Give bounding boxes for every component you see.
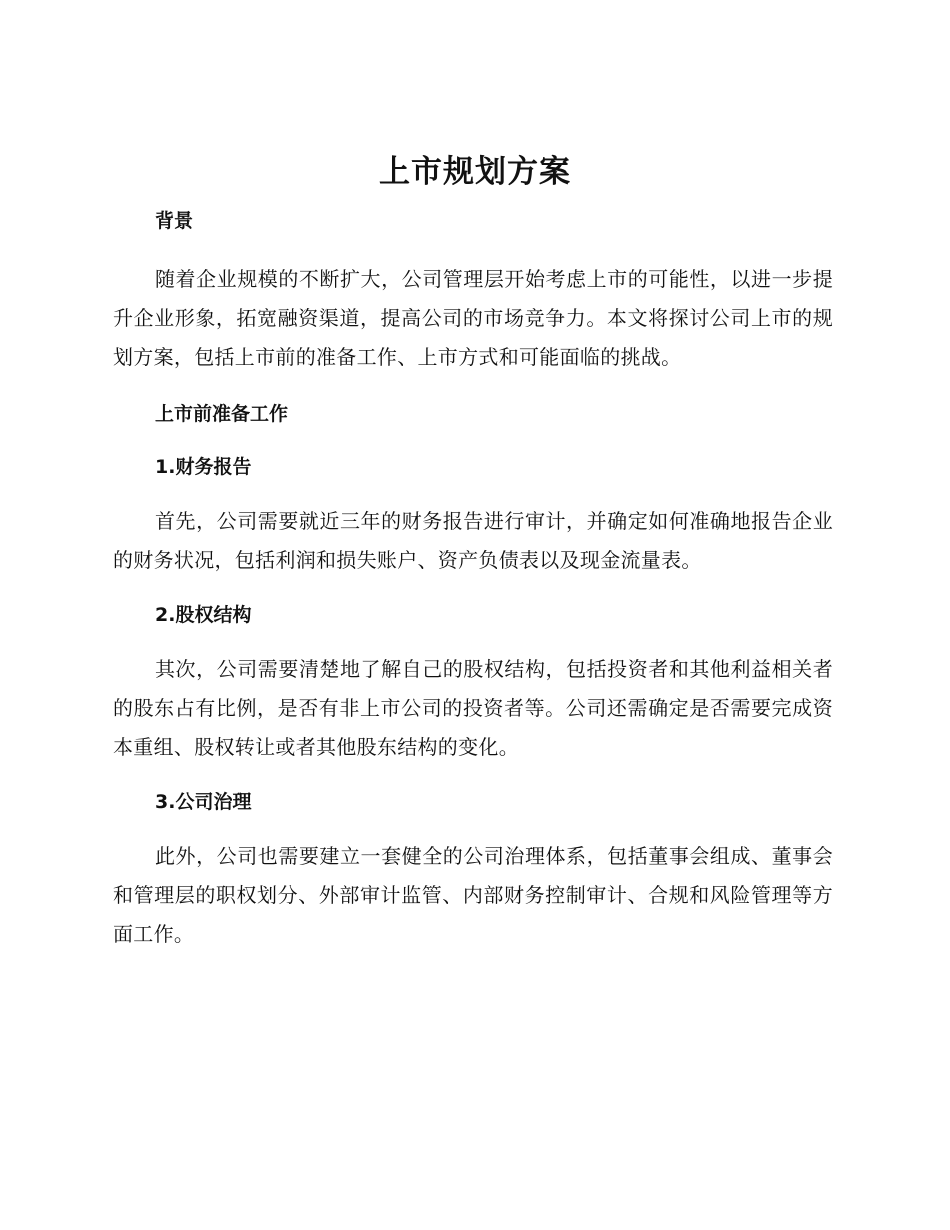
corporate-governance-paragraph: 此外，公司也需要建立一套健全的公司治理体系，包括董事会组成、董事会和管理层的职权划分、外部审计监管、内部财务控制审计、合规和风险管理等方面工作。 bbox=[113, 844, 833, 946]
financial-report-paragraph: 首先，公司需要就近三年的财务报告进行审计，并确定如何准确地报告企业的财务状况，包括利润和损失账户、资产负债表以及现金流量表。 bbox=[113, 509, 833, 572]
document-body bbox=[113, 200, 833, 954]
financial-report-heading: 1.财务报告 bbox=[155, 456, 252, 478]
background-paragraph: 随着企业规模的不断扩大，公司管理层开始考虑上市的可能性，以进一步提升企业形象，拓宽融资渠道，提高公司的市场竞争力。本文将探讨公司上市的规划方案，包括上市前的准备工作、上市方式和可能面临的挑战。 bbox=[113, 267, 833, 369]
background-heading: 背景 bbox=[155, 210, 194, 232]
equity-structure-paragraph: 其次，公司需要清楚地了解自己的股权结构，包括投资者和其他利益相关者的股东占有比例，是否有非上市公司的投资者等。公司还需确定是否需要完成资本重组、股权转让或者其他股东结构的变化。 bbox=[113, 657, 833, 759]
equity-structure-heading: 2.股权结构 bbox=[155, 604, 252, 626]
document-title: 上市规划方案 bbox=[379, 154, 571, 190]
preparation-heading: 上市前准备工作 bbox=[155, 403, 289, 425]
corporate-governance-heading: 3.公司治理 bbox=[155, 791, 252, 813]
